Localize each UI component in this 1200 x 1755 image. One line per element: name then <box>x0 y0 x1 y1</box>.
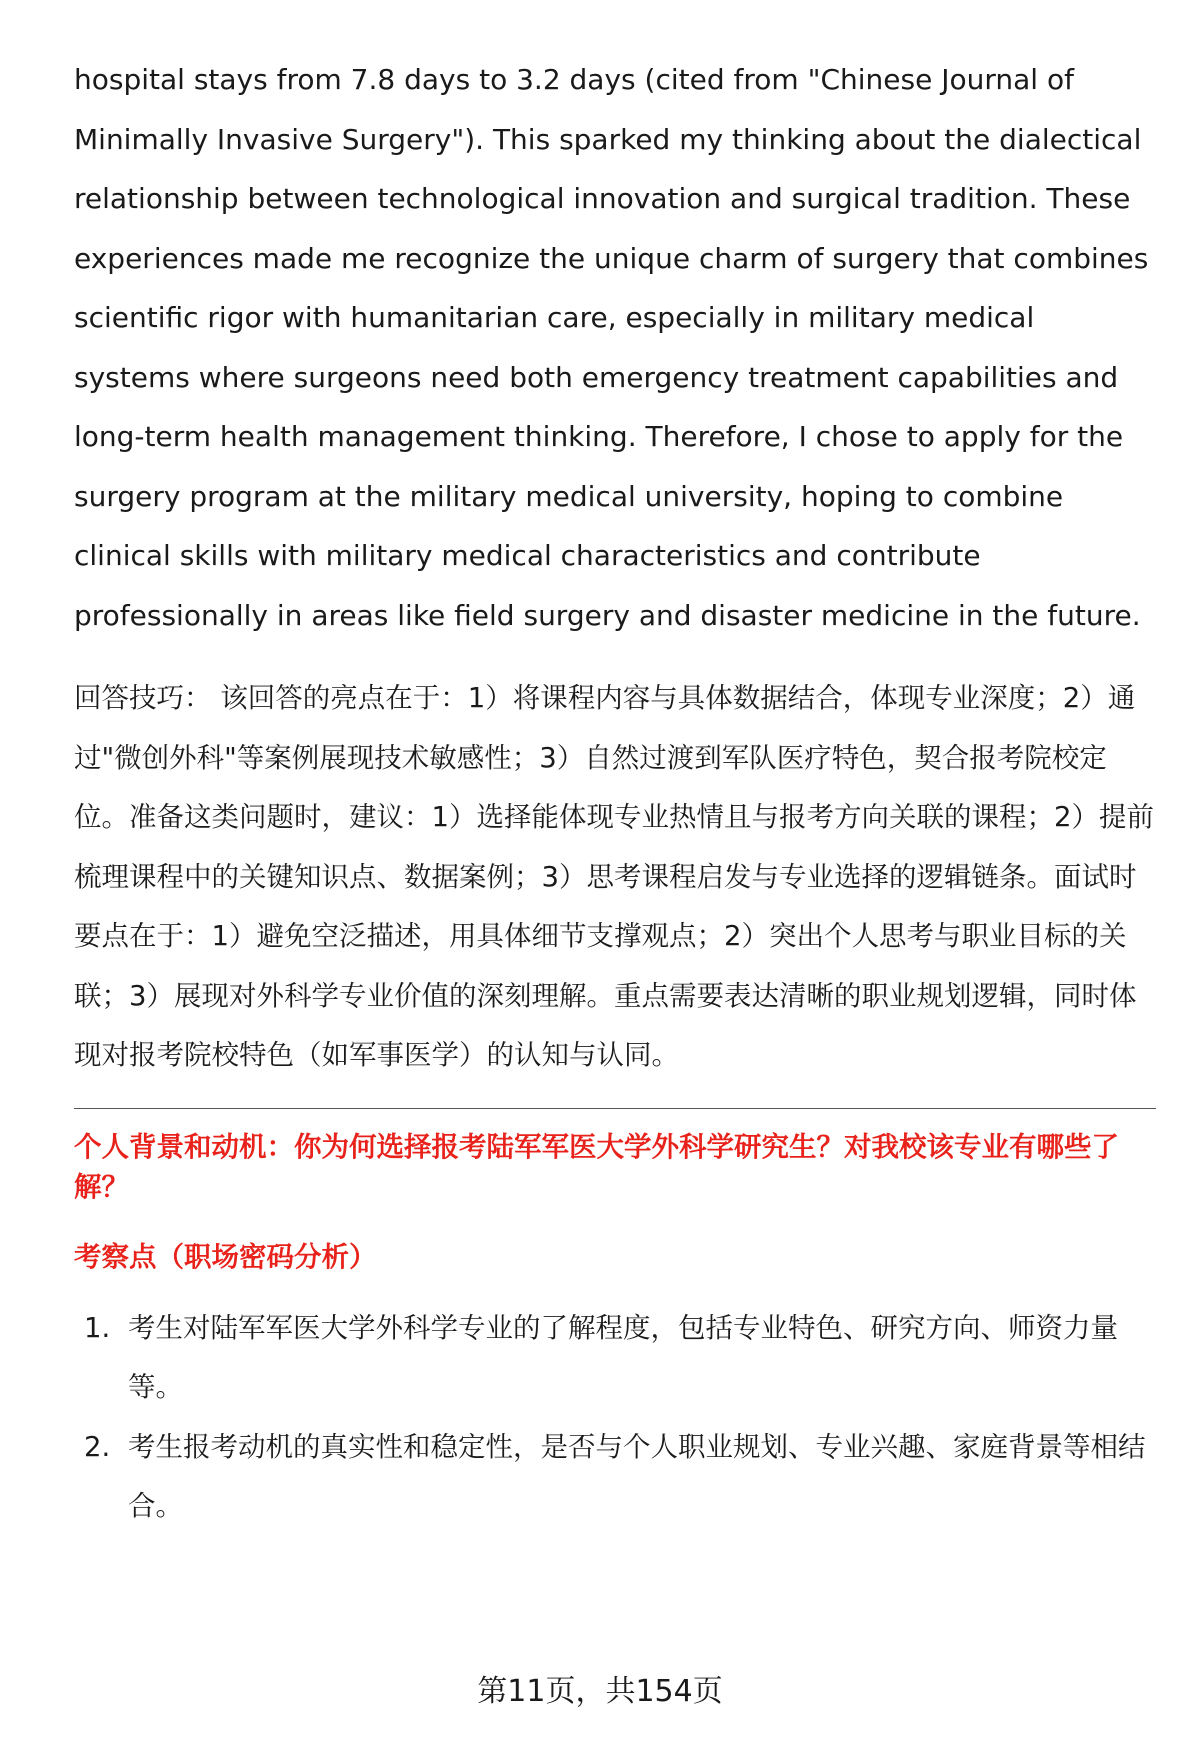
list-item <box>74 1418 1156 1537</box>
list-item-number: 2. <box>84 1430 111 1463</box>
list-item <box>74 1299 1156 1418</box>
question-heading: 个人背景和动机：你为何选择报考陆军军医大学外科学研究生？对我校该专业有哪些了解？ <box>74 1130 1119 1203</box>
list-item-text: 考生报考动机的真实性和稳定性，是否与个人职业规划、专业兴趣、家庭背景等相结合。 <box>128 1430 1146 1522</box>
answer-tips: 回答技巧： 该回答的亮点在于：1）将课程内容与具体数据结合，体现专业深度；2）通过"微创外科"等案例展现技术敏感性；3）自然过渡到军队医疗特色，契合报考院校定位。准备这类问题时，建议：1）选择能体现专业热情且与报考方向关联的课程；2）提前梳理课程中的关键知识点、数据案例；3）思考课程启发与专业选择的逻辑链条。面试时要点在于：1）避免空泛描述，用具体细节支撑观点；2）突出个人思考与职业目标的关联；3）展现对外科学专业价值的深刻理解。重点需要表达清晰的职业规划逻辑，同时体现对报考院校特色（如军事医学）的认知与认同。 <box>74 682 1154 1071</box>
list-item-text: 考生对陆军军医大学外科学专业的了解程度，包括专业特色、研究方向、师资力量等。 <box>128 1311 1118 1403</box>
analysis-heading: 考察点（职场密码分析） <box>74 1240 377 1273</box>
list-item-number: 1. <box>84 1311 111 1344</box>
english-answer-paragraph: hospital stays from 7.8 days to 3.2 days (cited from "Chinese Journal of Minimally Invasive Surgery"). This sparked my thinking about the dialectical relationship between technological innovation and surgical tradition. These experiences made me recognize the unique charm of surgery that combines scientific rigor with humanitarian care, especially in military medical systems where surgeons need both emergency treatment capabilities and long-term health management thinking. Therefore, I chose to apply for the surgery program at the military medical university, hoping to combine clinical skills with military medical characteristics and contribute professionally in areas like field surgery and disaster medicine in the future. <box>74 63 1149 632</box>
section-divider <box>74 1108 1156 1109</box>
page-number: 第11页，共154页 <box>477 1674 723 1709</box>
analysis-list <box>74 1299 1156 1537</box>
document-page <box>74 50 1156 1537</box>
